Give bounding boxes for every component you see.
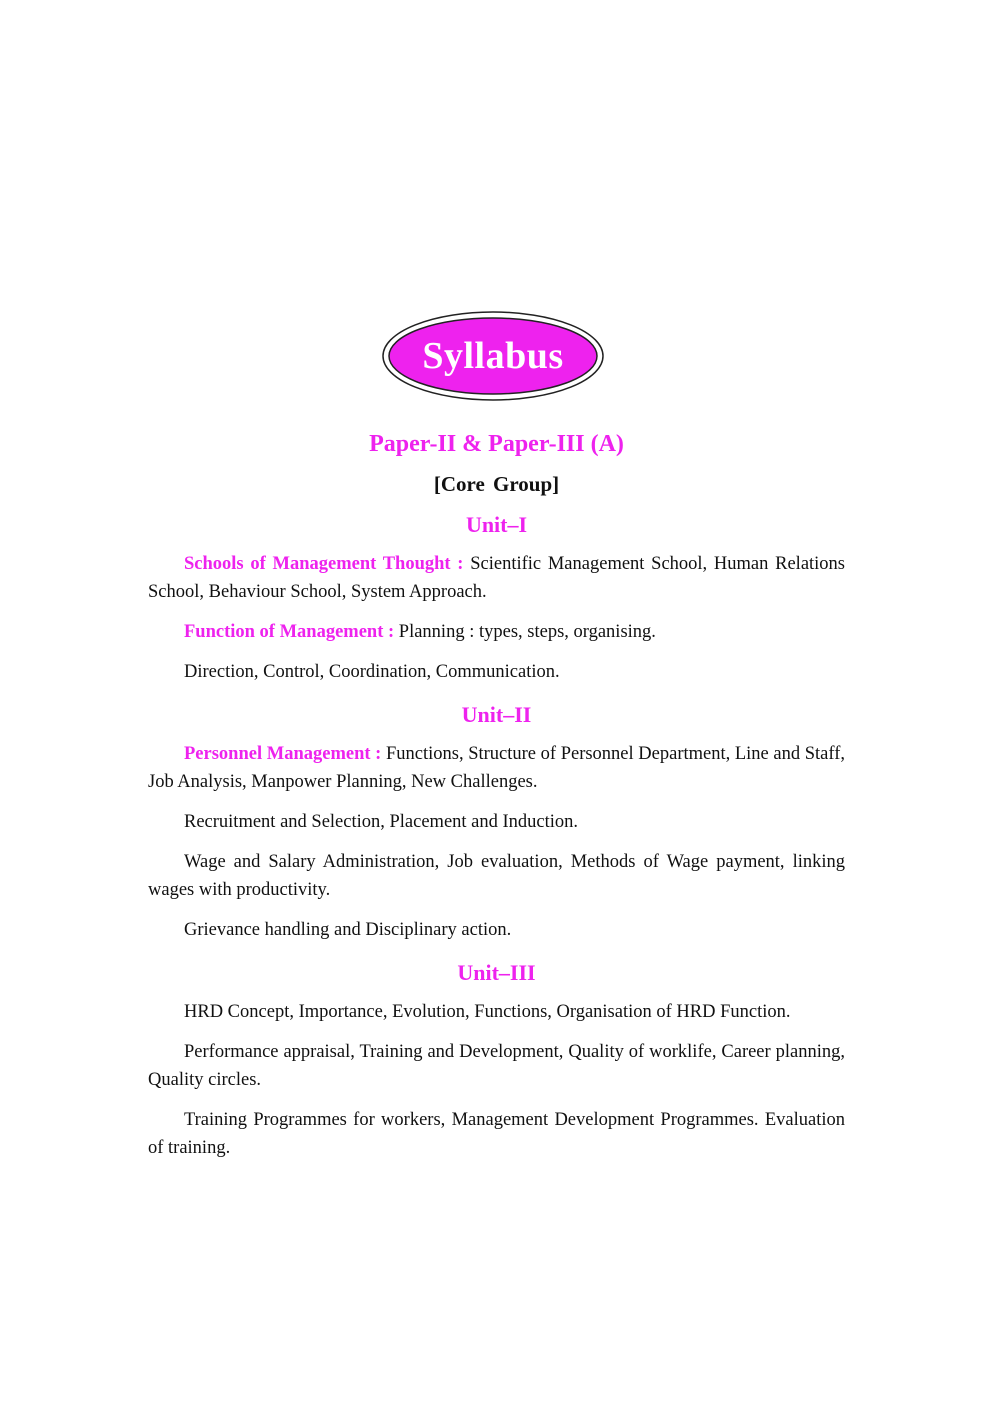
paper-title: Paper-II & Paper-III (A) (369, 431, 624, 457)
syllabus-paragraph (148, 658, 845, 686)
unit-title: Unit–III (457, 960, 536, 985)
topic-heading: Function of Management : (184, 622, 395, 642)
unit-section (148, 508, 845, 686)
topic-text: Grievance handling and Disciplinary action. (184, 920, 512, 940)
topic-text: Functions, Structure of Personnel Department, Line and Staff, Job Analysis, Manpower Planning, New Challenges. (148, 744, 846, 792)
badge-title: Syllabus (422, 335, 564, 377)
topic-heading: Personnel Management : (184, 744, 382, 764)
topic-text: Scientific Management School, Human Relations School, Behaviour School, System Approach. (148, 554, 846, 602)
syllabus-paragraph (148, 848, 845, 904)
group-title: [Core Group] (433, 472, 560, 496)
units-container (148, 508, 845, 1162)
syllabus-paragraph (148, 916, 845, 944)
syllabus-paragraph (148, 550, 845, 606)
topic-text: Direction, Control, Coordination, Communication. (184, 662, 560, 682)
unit-title: Unit–II (461, 702, 532, 727)
topic-text: Recruitment and Selection, Placement and Induction. (184, 812, 579, 832)
syllabus-content (148, 424, 845, 1174)
unit-section (148, 956, 845, 1162)
syllabus-badge (381, 310, 605, 402)
unit-section (148, 698, 845, 944)
syllabus-paragraph (148, 808, 845, 836)
syllabus-paragraph (148, 618, 845, 646)
syllabus-paragraph (148, 1038, 845, 1094)
syllabus-paragraph (148, 740, 845, 796)
syllabus-paragraph (148, 998, 845, 1026)
topic-text: HRD Concept, Importance, Evolution, Functions, Organisation of HRD Function. (184, 1002, 791, 1022)
syllabus-paragraph (148, 1106, 845, 1162)
topic-heading: Schools of Management Thought : (184, 554, 464, 574)
topic-text: Wage and Salary Administration, Job evaluation, Methods of Wage payment, linking wages with productivity. (148, 852, 845, 900)
topic-text: Training Programmes for workers, Management Development Programmes. Evaluation of training. (148, 1110, 845, 1158)
topic-text: Planning : types, steps, organising. (394, 622, 656, 642)
unit-title: Unit–I (465, 512, 528, 537)
topic-text: Performance appraisal, Training and Development, Quality of worklife, Career planning, Quality circles. (148, 1042, 845, 1090)
